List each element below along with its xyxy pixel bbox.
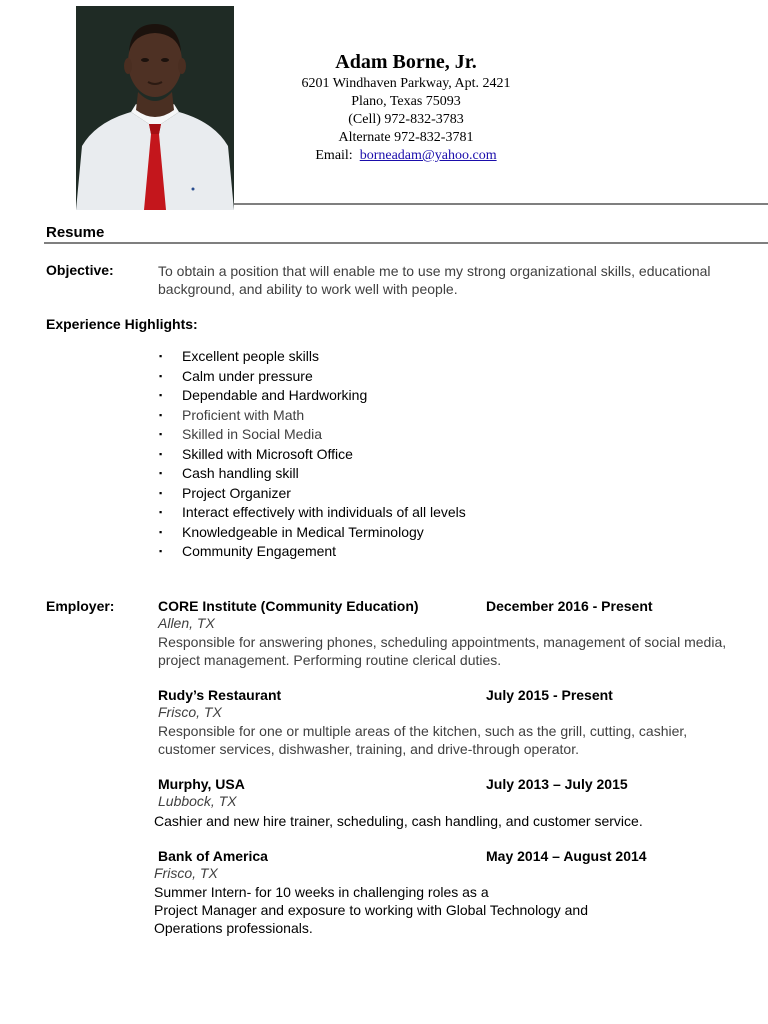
description-line: Operations professionals. <box>154 920 313 936</box>
bullet-icon: ▪ <box>159 390 163 400</box>
list-item: ▪ Community Engagement <box>158 542 466 562</box>
job-title-murphy: Murphy, USA <box>158 776 245 792</box>
section-divider <box>44 242 768 244</box>
email-line <box>234 147 578 165</box>
list-item: ▪ Project Organizer <box>158 484 466 504</box>
bullet-icon: ▪ <box>159 546 163 556</box>
bullet-icon: ▪ <box>159 487 163 498</box>
job-description-core-institute: Responsible for answering phones, scheduling appointments, management of social media, project management. Performing routine clerical duties. <box>158 634 727 668</box>
section-title: Resume <box>46 224 105 241</box>
person-portrait-image <box>76 6 234 210</box>
email-link[interactable]: borneadam@yahoo.com <box>359 148 497 163</box>
employer-label: Employer: <box>46 598 115 614</box>
objective-label: Objective: <box>46 262 114 278</box>
full-name: Adam Borne, Jr. <box>335 51 477 73</box>
highlights-list <box>158 347 466 562</box>
description-line: Project Manager and exposure to working with Global Technology and <box>154 902 588 918</box>
bullet-icon: ▪ <box>159 351 163 361</box>
list-item: ▪ Calm under pressure <box>158 367 466 387</box>
alternate-phone: Alternate 972-832-3781 <box>338 130 474 145</box>
address-line-1: 6201 Windhaven Parkway, Apt. 2421 <box>301 76 511 91</box>
job-date-murphy: July 2013 – July 2015 <box>486 776 628 792</box>
job-location-murphy: Lubbock, TX <box>158 793 237 809</box>
cell-phone: (Cell) 972-832-3783 <box>348 112 464 127</box>
bullet-icon: ▪ <box>159 468 163 478</box>
bullet-icon: ▪ <box>159 448 163 459</box>
list-item: ▪ Interact effectively with individuals of all levels <box>158 503 466 523</box>
header-divider <box>234 203 768 205</box>
list-item: ▪ Dependable and Hardworking <box>158 386 466 406</box>
list-item: ▪ Cash handling skill <box>158 464 466 484</box>
bullet-icon: ▪ <box>159 370 163 381</box>
job-title-rudys: Rudy’s Restaurant <box>158 687 282 703</box>
list-item: ▪ Proficient with Math <box>158 406 466 426</box>
highlights-label: Experience Highlights: <box>46 316 198 332</box>
objective-text: To obtain a position that will enable me to use my strong organizational skills, educational background, and ability to work well with people. <box>158 263 711 297</box>
job-location-core-institute: Allen, TX <box>158 615 215 631</box>
bullet-icon: ▪ <box>159 507 163 517</box>
job-date-core-institute: December 2016 - Present <box>486 598 653 614</box>
profile-photo <box>76 6 234 210</box>
contact-header <box>234 50 578 165</box>
job-location-bank-of-america: Frisco, TX <box>154 865 218 881</box>
email-label: Email: <box>315 148 353 163</box>
bullet-icon: ▪ <box>159 429 163 439</box>
job-description-bank-of-america <box>154 883 734 937</box>
list-item: ▪ Skilled in Social Media <box>158 425 466 445</box>
list-item: ▪ Knowledgeable in Medical Terminology <box>158 523 466 543</box>
job-description-murphy: Cashier and new hire trainer, scheduling, cash handling, and customer service. <box>154 813 643 829</box>
job-description-rudys: Responsible for one or multiple areas of the kitchen, such as the grill, cutting, cashier, customer services, dishwasher, training, and drive-through operator. <box>158 723 688 757</box>
job-date-rudys: July 2015 - Present <box>486 687 613 703</box>
bullet-icon: ▪ <box>159 526 163 537</box>
list-item: ▪ Skilled with Microsoft Office <box>158 445 466 465</box>
address-line-2: Plano, Texas 75093 <box>351 94 461 109</box>
description-line: Summer Intern- for 10 weeks in challenging roles as a <box>154 884 489 900</box>
job-location-rudys: Frisco, TX <box>158 704 222 720</box>
job-date-bank-of-america: May 2014 – August 2014 <box>486 848 647 864</box>
job-title-core-institute: CORE Institute (Community Education) <box>158 598 419 614</box>
list-item: ▪ Excellent people skills <box>158 347 466 367</box>
job-title-bank-of-america: Bank of America <box>158 848 268 864</box>
bullet-icon: ▪ <box>159 409 163 420</box>
